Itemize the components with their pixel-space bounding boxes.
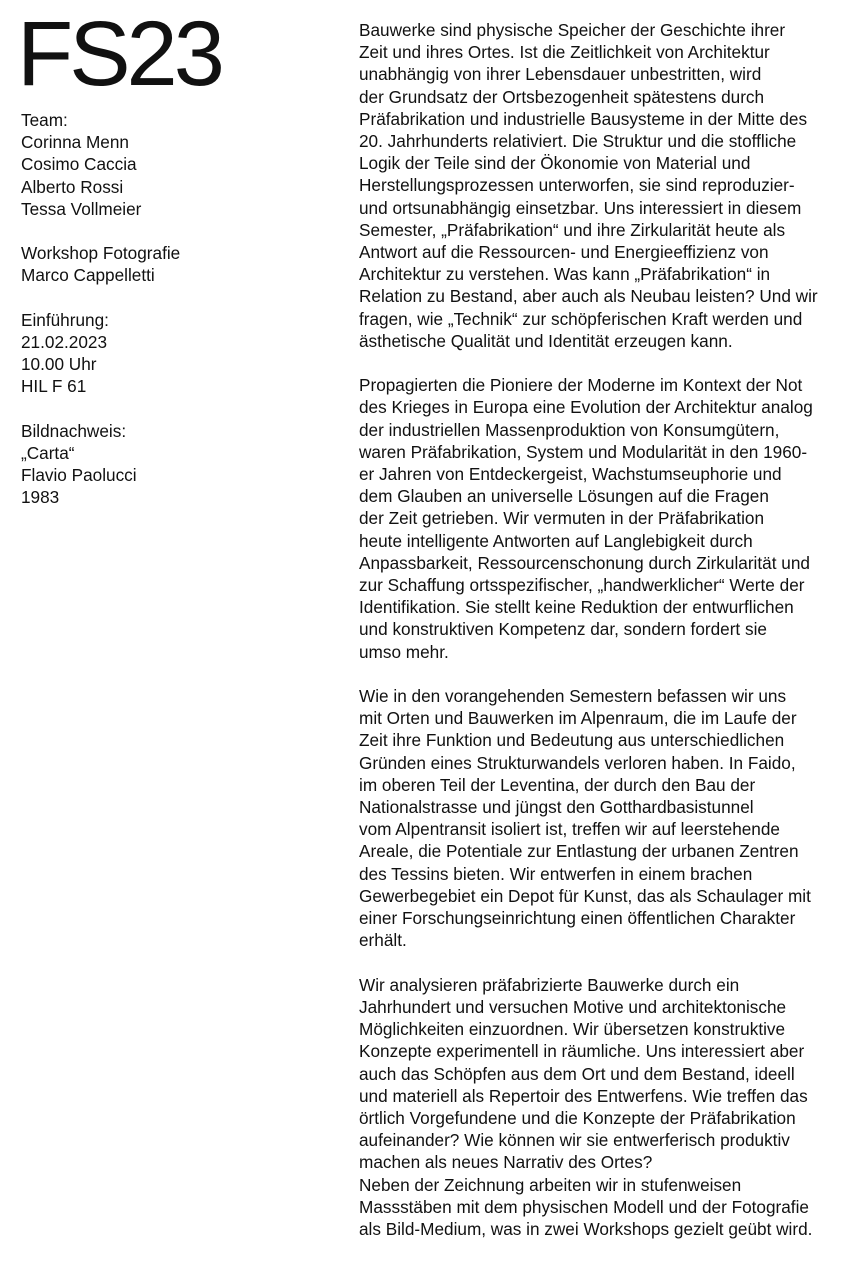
text-line: Zeit ihre Funktion und Bedeutung aus unterschiedlichen — [359, 730, 785, 751]
team-member: Corinna Menn — [21, 132, 129, 153]
text-line: zur Schaffung ortsspezifischer, „handwerklicher“ Werte der — [359, 575, 805, 596]
intro-time: 10.00 Uhr — [21, 354, 97, 375]
text-line: der Grundsatz der Ortsbezogenheit spätestens durch — [359, 86, 765, 107]
text-line: heute intelligente Antworten auf Langlebigkeit durch — [359, 530, 753, 551]
text-line: Semester, „Präfabrikation“ und ihre Zirkularität heute als — [359, 219, 786, 240]
text-line: Relation zu Bestand, aber auch als Neubau leisten? Und wir — [359, 286, 818, 307]
text-line: Bauwerke sind physische Speicher der Geschichte ihrer — [359, 20, 786, 40]
text-line: mit Orten und Bauwerken im Alpenraum, die im Laufe der — [359, 708, 797, 729]
text-line: unabhängig von ihrer Lebensdauer unbestritten, wird — [359, 64, 762, 85]
text-line: Gewerbegebiet ein Depot für Kunst, das als Schaulager mit — [359, 885, 811, 906]
credits-block — [21, 420, 321, 509]
team-heading: Team: — [21, 110, 68, 130]
text-line: des Krieges in Europa eine Evolution der Architektur analog — [359, 397, 813, 418]
body-paragraph — [359, 685, 839, 951]
text-line: als Bild-Medium, was in zwei Workshops gezielt geübt wird. — [359, 1218, 813, 1239]
text-line: Wie in den vorangehenden Semestern befassen wir uns — [359, 686, 787, 707]
text-line: Logik der Teile sind der Ökonomie von Material und — [359, 153, 751, 174]
text-line: einer Forschungseinrichtung einen öffentlichen Charakter — [359, 908, 796, 929]
text-line: des Tessins bieten. Wir entwerfen in einem brachen — [359, 863, 753, 884]
text-line: waren Präfabrikation, System und Modularität in den 1960- — [359, 441, 808, 462]
team-member: Cosimo Caccia — [21, 154, 137, 175]
text-line: im oberen Teil der Leventina, der durch den Bau der — [359, 774, 756, 795]
text-line: machen als neues Narrativ des Ortes? — [359, 1152, 653, 1173]
text-line: Neben der Zeichnung arbeiten wir in stufenweisen — [359, 1174, 742, 1195]
text-line: umso mehr. — [359, 641, 449, 662]
text-line: er Jahren von Entdeckergeist, Wachstumseuphorie und — [359, 464, 782, 485]
team-block — [21, 109, 321, 220]
text-line: Gründen eines Strukturwandels verloren haben. In Faido, — [359, 752, 796, 773]
body-paragraph — [359, 374, 839, 663]
body-paragraph — [359, 1174, 839, 1241]
workshop-title: Workshop Fotografie — [21, 243, 181, 264]
text-line: der industriellen Massenproduktion von Konsumgütern, — [359, 419, 780, 440]
text-line: der Zeit getrieben. Wir vermuten in der Präfabrikation — [359, 508, 765, 529]
credits-work-title: „Carta“ — [21, 443, 75, 463]
team-member: Alberto Rossi — [21, 176, 124, 197]
body-paragraph — [359, 974, 839, 1174]
text-line: Anpassbarkeit, Ressourcenschonung durch Zirkularität und — [359, 552, 810, 573]
text-line: Möglichkeiten einzuordnen. Wir übersetzen konstruktive — [359, 1019, 786, 1040]
credits-year: 1983 — [21, 487, 60, 508]
text-line: Präfabrikation und industrielle Bausysteme in der Mitte des — [359, 108, 808, 129]
text-line: Areale, die Potentiale zur Entlastung der urbanen Zentren — [359, 841, 799, 862]
text-line: auch das Schöpfen aus dem Ort und dem Bestand, ideell — [359, 1063, 795, 1084]
text-line: Architektur zu verstehen. Was kann „Präfabrikation“ in — [359, 264, 771, 285]
text-line: und konstruktiven Kompetenz dar, sondern fordert sie — [359, 619, 767, 640]
text-line: Antwort auf die Ressourcen- und Energieeffizienz von — [359, 242, 769, 263]
text-line: fragen, wie „Technik“ zur schöpferischen Kraft werden und — [359, 308, 803, 329]
team-member: Tessa Vollmeier — [21, 198, 142, 219]
text-line: 20. Jahrhunderts relativiert. Die Struktur und die stoffliche — [359, 131, 797, 152]
text-line: Konzepte experimentell in räumliche. Uns interessiert aber — [359, 1041, 805, 1062]
text-line: und ortsunabhängig einsetzbar. Uns interessiert in diesem — [359, 197, 802, 218]
workshop-block — [21, 242, 321, 286]
text-line: erhält. — [359, 930, 407, 951]
text-line: ästhetische Qualität und Identität erzeugen kann. — [359, 330, 733, 351]
text-line: Herstellungsprozessen unterworfen, sie sind reproduzier- — [359, 175, 795, 196]
text-line: Massstäben mit dem physischen Modell und der Fotografie — [359, 1196, 809, 1217]
intro-heading: Einführung: — [21, 309, 109, 330]
info-sidebar — [21, 109, 321, 531]
intro-block — [21, 309, 321, 398]
page-title: FS23 — [17, 3, 221, 105]
credits-heading: Bildnachweis: — [21, 420, 127, 441]
text-line: Zeit und ihres Ortes. Ist die Zeitlichkeit von Architektur — [359, 42, 770, 63]
text-line: Nationalstrasse und jüngst den Gotthardbasistunnel — [359, 797, 754, 818]
intro-date: 21.02.2023 — [21, 332, 108, 352]
text-line: Wir analysieren präfabrizierte Bauwerke durch ein — [359, 974, 740, 995]
text-line: Propagierten die Pioniere der Moderne im Kontext der Not — [359, 375, 803, 396]
body-text — [359, 19, 839, 1262]
body-paragraph — [359, 19, 839, 352]
intro-room: HIL F 61 — [21, 376, 87, 397]
text-line: vom Alpentransit isoliert ist, treffen wir auf leerstehende — [359, 819, 780, 840]
text-line: und materiell als Repertoir des Entwerfens. Wie treffen das — [359, 1085, 808, 1106]
text-line: örtlich Vorgefundene und die Konzepte der Präfabrikation — [359, 1107, 796, 1128]
text-line: aufeinander? Wie können wir sie entwerferisch produktiv — [359, 1130, 790, 1151]
credits-artist: Flavio Paolucci — [21, 465, 137, 486]
text-line: Identifikation. Sie stellt keine Reduktion der entwurflichen — [359, 597, 794, 618]
text-line: dem Glauben an universelle Lösungen auf die Fragen — [359, 486, 769, 507]
workshop-lead: Marco Cappelletti — [21, 265, 155, 286]
text-line: Jahrhundert und versuchen Motive und architektonische — [359, 996, 787, 1017]
